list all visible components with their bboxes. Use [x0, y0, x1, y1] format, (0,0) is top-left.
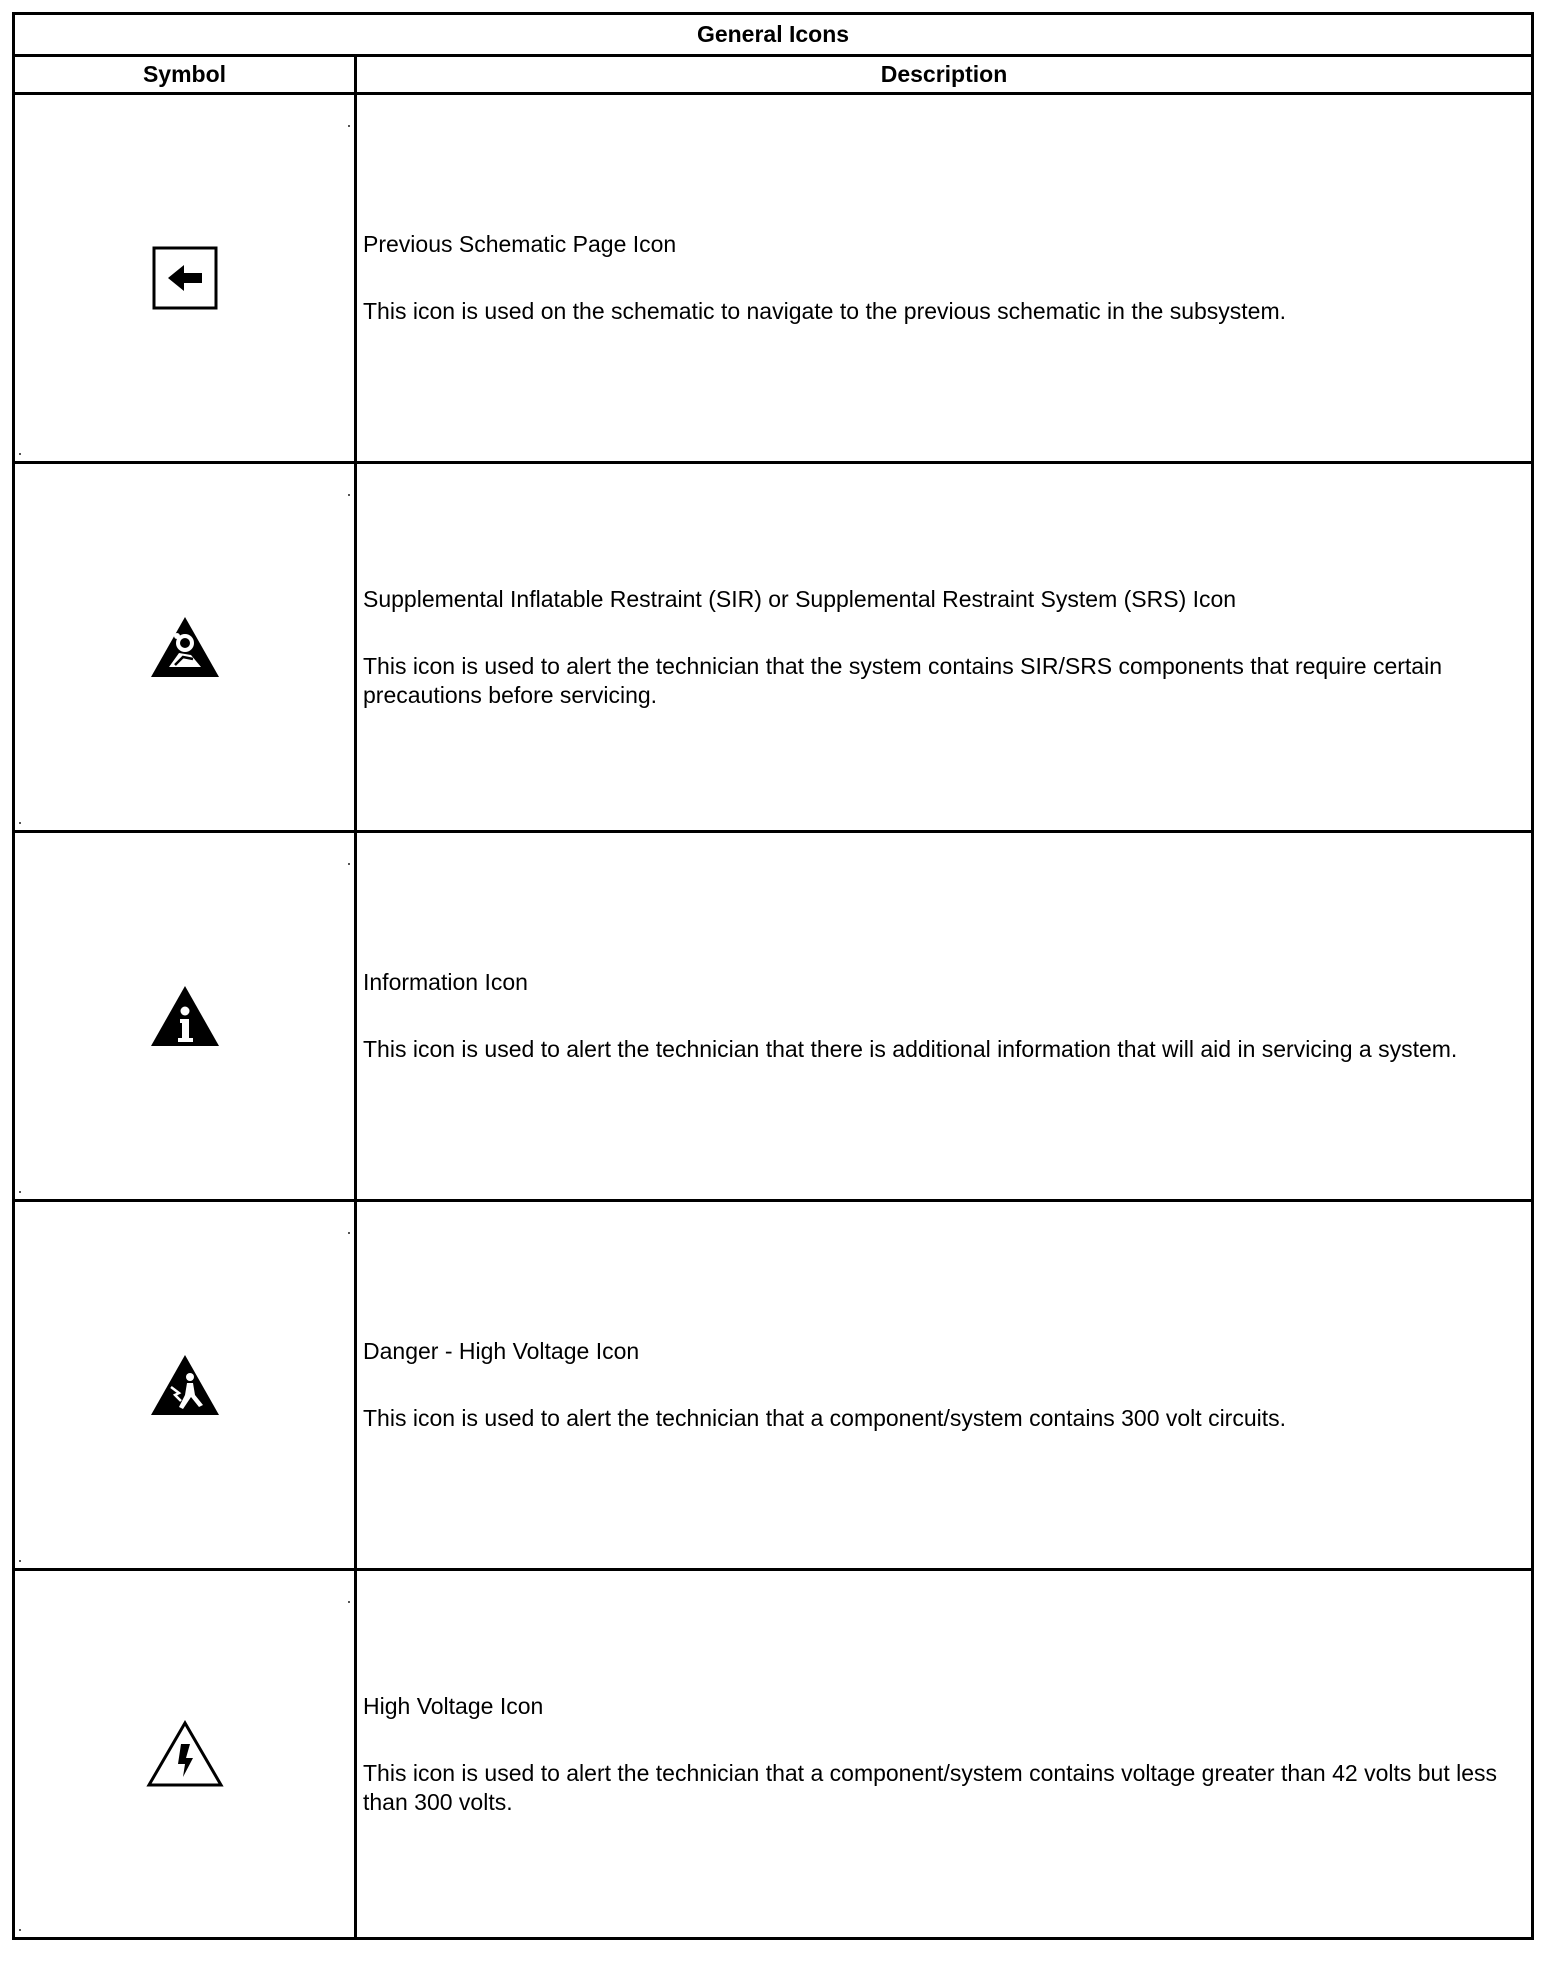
- corner-mark: [19, 1560, 21, 1562]
- corner-mark: [19, 453, 21, 455]
- sir-srs-airbag-warning-icon: [149, 615, 221, 679]
- symbol-cell: [14, 1570, 356, 1939]
- corner-mark: [348, 1232, 350, 1234]
- corner-mark: [19, 1929, 21, 1931]
- description-cell: [356, 463, 1533, 832]
- icon-title: Information Icon: [363, 969, 528, 995]
- symbol-column-header: Symbol: [14, 56, 356, 94]
- table-header-row: [14, 56, 1533, 94]
- description-cell: [356, 94, 1533, 463]
- icon-description: This icon is used to alert the technician that the system contains SIR/SRS components that require certain precautions before servicing.: [363, 652, 1442, 708]
- corner-mark: [348, 125, 350, 127]
- table-row: [14, 463, 1533, 832]
- description-cell: [356, 1570, 1533, 1939]
- high-voltage-bolt-icon: [146, 1720, 224, 1788]
- table-title-row: [14, 14, 1533, 56]
- general-icons-table: [12, 12, 1534, 1940]
- icon-title: Previous Schematic Page Icon: [363, 231, 677, 257]
- icon-description: This icon is used to alert the technician that a component/system contains voltage greater than 42 volts but less than 300 volts.: [363, 1759, 1498, 1815]
- previous-page-arrow-icon: [152, 246, 218, 310]
- description-cell: [356, 832, 1533, 1201]
- icon-title: Supplemental Inflatable Restraint (SIR) or Supplemental Restraint System (SRS) Icon: [363, 585, 1237, 612]
- symbol-cell: [14, 94, 356, 463]
- corner-mark: [19, 822, 21, 824]
- symbol-cell: [14, 832, 356, 1201]
- icon-description: This icon is used to alert the technician that there is additional information that will aid in servicing a system.: [363, 1036, 1458, 1062]
- description-column-header: Description: [356, 56, 1533, 94]
- description-cell: [356, 1201, 1533, 1570]
- corner-mark: [19, 1191, 21, 1193]
- table-row: [14, 832, 1533, 1201]
- corner-mark: [348, 1601, 350, 1603]
- icon-description: This icon is used on the schematic to navigate to the previous schematic in the subsystem.: [363, 298, 1287, 324]
- danger-high-voltage-icon: [149, 1353, 221, 1417]
- table-row: [14, 1201, 1533, 1570]
- symbol-cell: [14, 463, 356, 832]
- information-warning-icon: [149, 984, 221, 1048]
- table-row: [14, 1570, 1533, 1939]
- icon-title: High Voltage Icon: [363, 1692, 544, 1719]
- icon-description: This icon is used to alert the technician that a component/system contains 300 volt circuits.: [363, 1405, 1287, 1431]
- corner-mark: [348, 863, 350, 865]
- table-row: [14, 94, 1533, 463]
- table-title: General Icons: [14, 14, 1533, 56]
- symbol-cell: [14, 1201, 356, 1570]
- corner-mark: [348, 494, 350, 496]
- icon-title: Danger - High Voltage Icon: [363, 1338, 640, 1364]
